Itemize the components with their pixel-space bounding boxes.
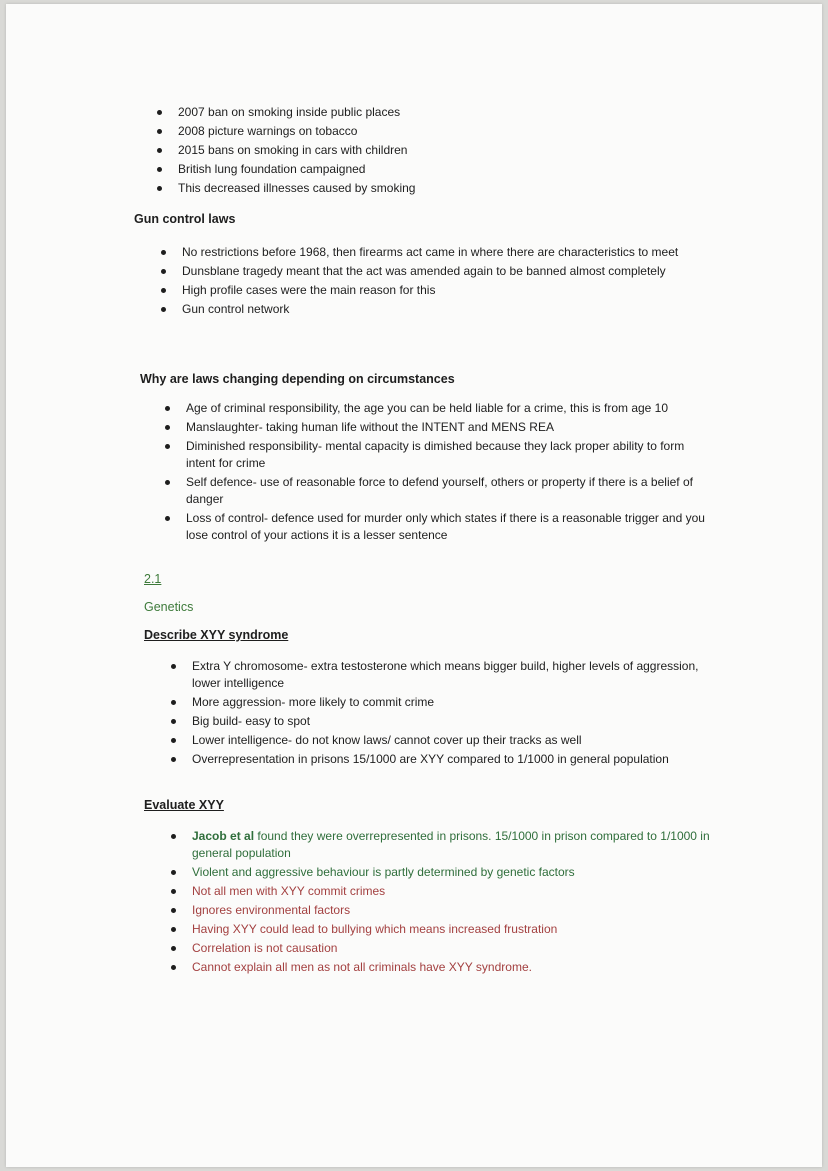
list-item: 2007 ban on smoking inside public places [148,104,568,121]
section-title: Genetics [144,600,194,614]
list-item: Gun control network [152,301,712,318]
list-item: Having XYY could lead to bullying which means increased frustration [162,921,722,938]
describe-xyy-heading: Describe XYY syndrome [144,628,289,642]
list-item: Violent and aggressive behaviour is partly determined by genetic factors [162,864,722,881]
list-item: Cannot explain all men as not all criminals have XYY syndrome. [162,959,722,976]
list-item: British lung foundation campaigned [148,161,568,178]
evaluate-xyy-heading: Evaluate XYY [144,798,224,812]
laws-changing-list [156,400,716,546]
list-item: High profile cases were the main reason for this [152,282,712,299]
list-item: Jacob et al found they were overrepresented in prisons. 15/1000 in prison compared to 1/1000 in general population [162,828,722,862]
list-item: More aggression- more likely to commit crime [162,694,702,711]
smoking-list [148,104,568,199]
list-item: 2008 picture warnings on tobacco [148,123,568,140]
evaluate-xyy-list [162,828,722,978]
laws-changing-heading: Why are laws changing depending on circumstances [140,372,455,386]
list-item: Big build- easy to spot [162,713,702,730]
list-item: 2015 bans on smoking in cars with children [148,142,568,159]
list-item: This decreased illnesses caused by smoking [148,180,568,197]
gun-control-list [152,244,712,320]
list-item: Ignores environmental factors [162,902,722,919]
list-item: Age of criminal responsibility, the age you can be held liable for a crime, this is from age 10 [156,400,716,417]
list-item: Manslaughter- taking human life without the INTENT and MENS REA [156,419,716,436]
list-item: Overrepresentation in prisons 15/1000 are XYY compared to 1/1000 in general population [162,751,702,768]
list-item: Correlation is not causation [162,940,722,957]
list-item: Not all men with XYY commit crimes [162,883,722,900]
list-item: Diminished responsibility- mental capacity is dimished because they lack proper ability to form intent for crime [156,438,716,472]
section-number: 2.1 [144,572,162,586]
document-page [6,4,822,1167]
gun-control-heading: Gun control laws [134,212,236,226]
list-item: Extra Y chromosome- extra testosterone which means bigger build, higher levels of aggression, lower intelligence [162,658,702,692]
describe-xyy-list [162,658,702,770]
list-item: Loss of control- defence used for murder only which states if there is a reasonable trigger and you lose control of your actions it is a lesser sentence [156,510,716,544]
list-item: No restrictions before 1968, then firearms act came in where there are characteristics to meet [152,244,712,261]
list-item: Lower intelligence- do not know laws/ cannot cover up their tracks as well [162,732,702,749]
list-item: Dunsblane tragedy meant that the act was amended again to be banned almost completely [152,263,712,280]
list-item: Self defence- use of reasonable force to defend yourself, others or property if there is a belief of danger [156,474,716,508]
